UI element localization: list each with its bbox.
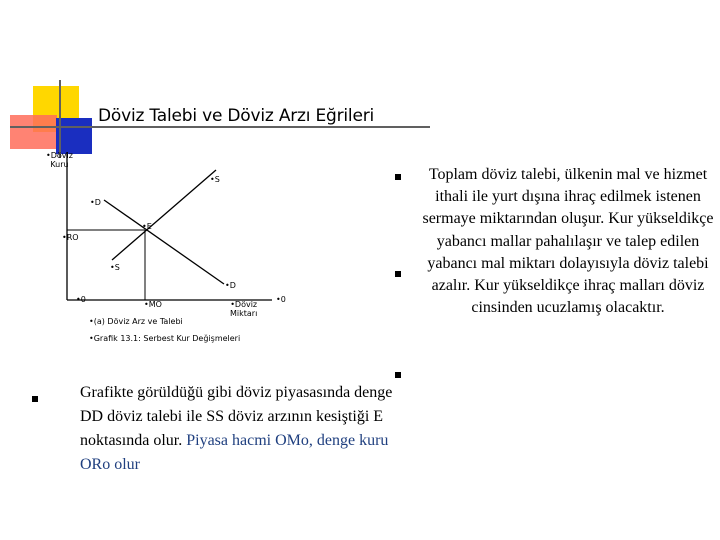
x-axis-label-line2: Miktarı [230, 309, 258, 318]
y-axis-label-line2: Kuru [50, 160, 69, 169]
bottom-paragraph [80, 381, 410, 477]
label-d-bottom: •D [225, 281, 236, 290]
bullet-marker [32, 396, 38, 402]
supply-curve [112, 170, 216, 260]
bottom-paragraph-part1: Grafikte görüldüğü gibi döviz piyasasında denge DD döviz talebi ile SS döviz arzının kesiştiği E noktasında olur. [80, 384, 393, 449]
right-paragraph: Toplam döviz talebi, ülkenin mal ve hizmet ithali ile yurt dışına ihraç edilmek istenen sermaye miktarından oluşur. Kur yükseldikçe yabancı mallar pahalılaşır ve talep edilen yabancı mal miktarı dolayısıyla döviz talebi azalır. Kur yükseldikçe ihraç malları döviz cinsinden ucuzlamış olacaktır. [422, 166, 714, 317]
x-axis-label-line1: •Döviz [230, 300, 258, 309]
bullet-marker [395, 174, 401, 180]
page-title: Döviz Talebi ve Döviz Arzı Eğrileri [98, 106, 375, 126]
bullet-marker [395, 372, 401, 378]
label-s-bottom: •S [110, 263, 120, 272]
label-ro: •RO [62, 233, 79, 242]
label-e: •E [142, 222, 152, 231]
y-axis-label-line1: •Döviz [46, 151, 73, 160]
x-axis-label [230, 300, 257, 318]
label-d-top: •D [90, 198, 101, 207]
label-s-top: •S [210, 175, 220, 184]
figure-caption: •Grafik 13.1: Serbest Kur Değişmeleri [89, 334, 241, 343]
demand-curve [104, 200, 224, 284]
label-mo: •MO [144, 300, 162, 309]
bullet-marker [395, 271, 401, 277]
label-zero-right: •0 [276, 295, 286, 304]
y-axis-label [46, 151, 73, 169]
label-origin: •0 [76, 295, 86, 304]
bottom-paragraph-part2: Piyasa hacmi OMo, denge kuru ORo olur [80, 432, 389, 473]
caption-a: •(a) Döviz Arz ve Talebi [89, 317, 183, 326]
